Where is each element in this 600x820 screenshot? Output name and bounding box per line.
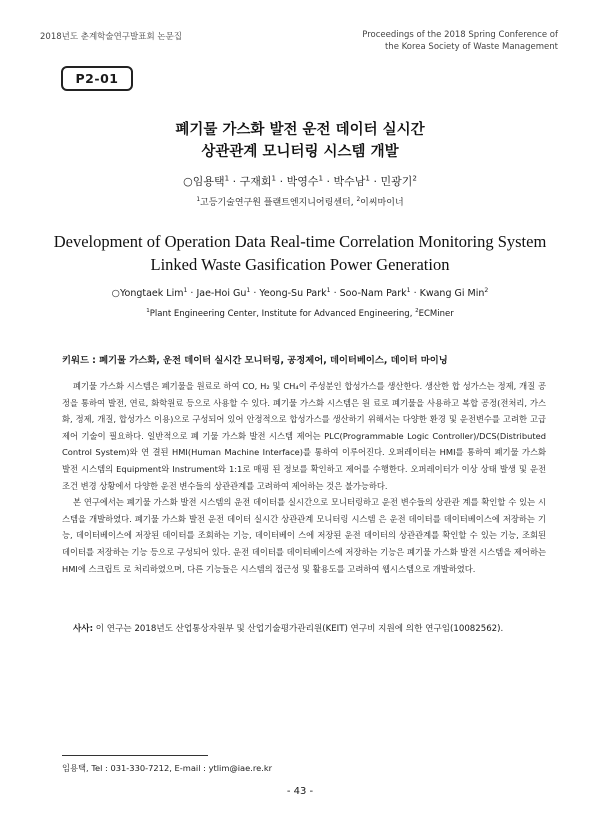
author-en-4-sup: 2 <box>484 286 489 294</box>
body-line: 기물 가스화 발전 시스템 제어는 PLC(Programmable Logic Controller)/DCS(Distributed Control System)와 연 <box>62 430 546 458</box>
author-ko-2: 박영수 <box>286 175 319 188</box>
author-en-0-sup: 1 <box>183 286 188 294</box>
authors-korean: ○임용택$^1$ · 구재회$^1$ · 박영수$^1$ · 박수남$^1$ · 민광기$^2$ <box>183 173 417 188</box>
affil-ko-0-sup: 1 <box>196 197 201 203</box>
body-line: 은 운전 데이터를 데이터베이스에 저장하는 기능, 데이터베이스에 저장된 데이터를 조회하는 기능, 데이터베이 <box>62 513 546 541</box>
abstract-body <box>62 378 546 577</box>
author-ko-0-sup: 1 <box>224 173 230 183</box>
body-line: 로 처리하였으며, 다른 기능들은 시스템의 접근성 및 활용도를 고려하여 웹시스템으로 개발하였다. <box>123 563 476 574</box>
body-line: 계를 확인할 수 있는 시스템을 개발하였다. 폐기물 가스화 발전 운전 데이터 실시간 상관관계 모니터링 시스템 <box>62 497 547 524</box>
body-line: 료로 폐기물을 사용하고 복합 공정(전처리, 가스화, 정제, 개질, 합성가스 이용)으로 구성되어 있어 안정적으로 <box>62 397 546 425</box>
author-ko-2-sup: 1 <box>318 173 324 183</box>
affil-en-0-sup: 1 <box>146 308 150 315</box>
body-line: 폐기물 가스화 시스템은 폐기물을 원료로 하여 CO, H₂ 및 CH₄이 주성분인 합성가스를 생산한다. 생산한 합 <box>73 381 460 391</box>
title-english-line1: Development of Operation Data Real-time Correlation Monitoring System <box>53 232 547 251</box>
author-ko-4: 민광기 <box>380 175 413 188</box>
author-en-2-sup: 1 <box>326 286 331 294</box>
body-line: 발생 및 운전 조건 변경 상황에서 다양한 운전 변수들의 상관관계를 고려하여 제어하는 것은 불가능하다. <box>62 463 546 491</box>
body-line: 결된 HMI(Human Machine Interface)를 통하여 이루어진다. 오퍼레이터는 HMI를 통하여 폐기물 가스화 발전 <box>62 447 546 474</box>
body-line: 있다. 운전 데이터를 데이터베이스에 저장하는 기능은 폐기물 가스화 발전 시스템을 제어하는 HMI에 스크립트 <box>62 546 546 574</box>
title-english-line2: Linked Waste Gasification Power Generation <box>150 255 450 274</box>
body-line: 합성가스를 생산하기 위해서는 다양한 환경 및 운전변수를 고려한 고급 제어 기술이 필요하다. 일반적으로 폐 <box>62 414 547 441</box>
affil-ko-0: 고등기술연구원 플랜트엔지니어링센터 <box>200 198 351 208</box>
author-ko-3-sup: 1 <box>365 173 370 183</box>
running-header-left: 2018년도 춘계학술연구발표회 논문집 <box>40 32 182 42</box>
paper-id-badge: P2-01 <box>61 66 133 91</box>
affiliations-korean: $^1$고등기술연구원 플랜트엔지니어링센터, $^2$이씨마이너 <box>196 197 404 208</box>
title-korean-line2: 상관관계 모니터링 시스템 개발 <box>201 144 399 160</box>
body-line: 성가스는 정제, 개질 공정을 통하여 발전, 연료, 화학원료 등으로 사용할 수 있다. 폐기물 가스화 시스템은 원 <box>62 381 546 408</box>
affil-en-1: ECMiner <box>418 309 454 319</box>
title-korean-line1: 폐기물 가스화 발전 운전 데이터 실시간 <box>175 122 425 138</box>
acknowledgement-text: 이 연구는 2018년도 산업통상자원부 및 산업기술평가관리원(KEIT) 연구비 지원에 의한 연구임(10082562). <box>93 624 504 634</box>
author-ko-1: 구재회 <box>239 175 272 188</box>
paragraph-1 <box>62 378 546 494</box>
author-en-1-sup: 1 <box>246 286 251 294</box>
body-line: 시스템의 Equipment와 Instrument와 1:1로 매핑 된 정보를 확인하고 제어를 수행한다. 오퍼레이터가 이상 상태 <box>81 463 497 474</box>
author-en-4: Kwang Gi Min <box>419 288 485 299</box>
author-ko-0-marker: ○ <box>183 175 193 188</box>
page-number: - 43 - <box>286 786 314 797</box>
affil-ko-1-sup: 2 <box>356 197 361 203</box>
keywords: 키워드 : 폐기물 가스화, 운전 데이터 실시간 모니터링, 공정제어, 데이터베이스, 데이터 마이닝 <box>62 355 448 366</box>
affil-en-0: Plant Engineering Center, Institute for Advanced Engineering <box>149 309 410 319</box>
author-ko-1-sup: 1 <box>271 173 277 183</box>
acknowledgement <box>73 622 553 634</box>
affil-en-1-sup: 2 <box>415 308 419 315</box>
author-ko-4-sup: 2 <box>412 173 417 183</box>
running-header-right-line1: Proceedings of the 2018 Spring Conference of <box>362 30 558 40</box>
author-en-0: Yongtaek Lim <box>119 288 184 299</box>
running-header-right-line2: the Korea Society of Waste Management <box>384 42 558 52</box>
author-en-2: Yeong-Su Park <box>259 288 327 299</box>
authors-english: ○Yongtaek Lim$^1$ · Jae-Hoi $Gu^1$ · Yeong-Su Park$^1$ · Soo-Nam Park$^1$ · Kwang Gi Min$^2$ <box>111 286 489 299</box>
author-en-0-marker: ○ <box>111 288 120 299</box>
author-ko-0: 임용택 <box>192 175 225 188</box>
author-ko-3: 박수남 <box>333 175 366 188</box>
affiliations-english: $^1$Plant Engineering Center, Institute for Advanced Engineering, $^2$ECMiner <box>146 308 454 319</box>
body-line: 스에 저장된 운전 데이터의 상관관계를 확인할 수 있는 기능, 조회된 데이터를 저장하는 기능 등으로 구성되어 <box>62 530 546 557</box>
author-en-3: Soo-Nam Park <box>339 288 407 299</box>
footnote-divider <box>62 755 208 756</box>
body-line: 본 연구에서는 폐기물 가스화 발전 시스템의 운전 데이터를 실시간으로 모니터링하고 운전 변수들의 상관관 <box>73 497 460 508</box>
author-en-1: Jae-Hoi Gu <box>196 288 247 299</box>
affil-ko-1: 이씨마이너 <box>360 198 404 208</box>
acknowledgement-label: 사사: <box>73 624 94 634</box>
footnote: 임용택, Tel : 031-330-7212, E-mail : ytlim@iae.re.kr <box>62 763 273 773</box>
running-header-right <box>362 29 558 53</box>
author-en-3-sup: 1 <box>406 286 411 294</box>
paragraph-2 <box>62 494 546 577</box>
